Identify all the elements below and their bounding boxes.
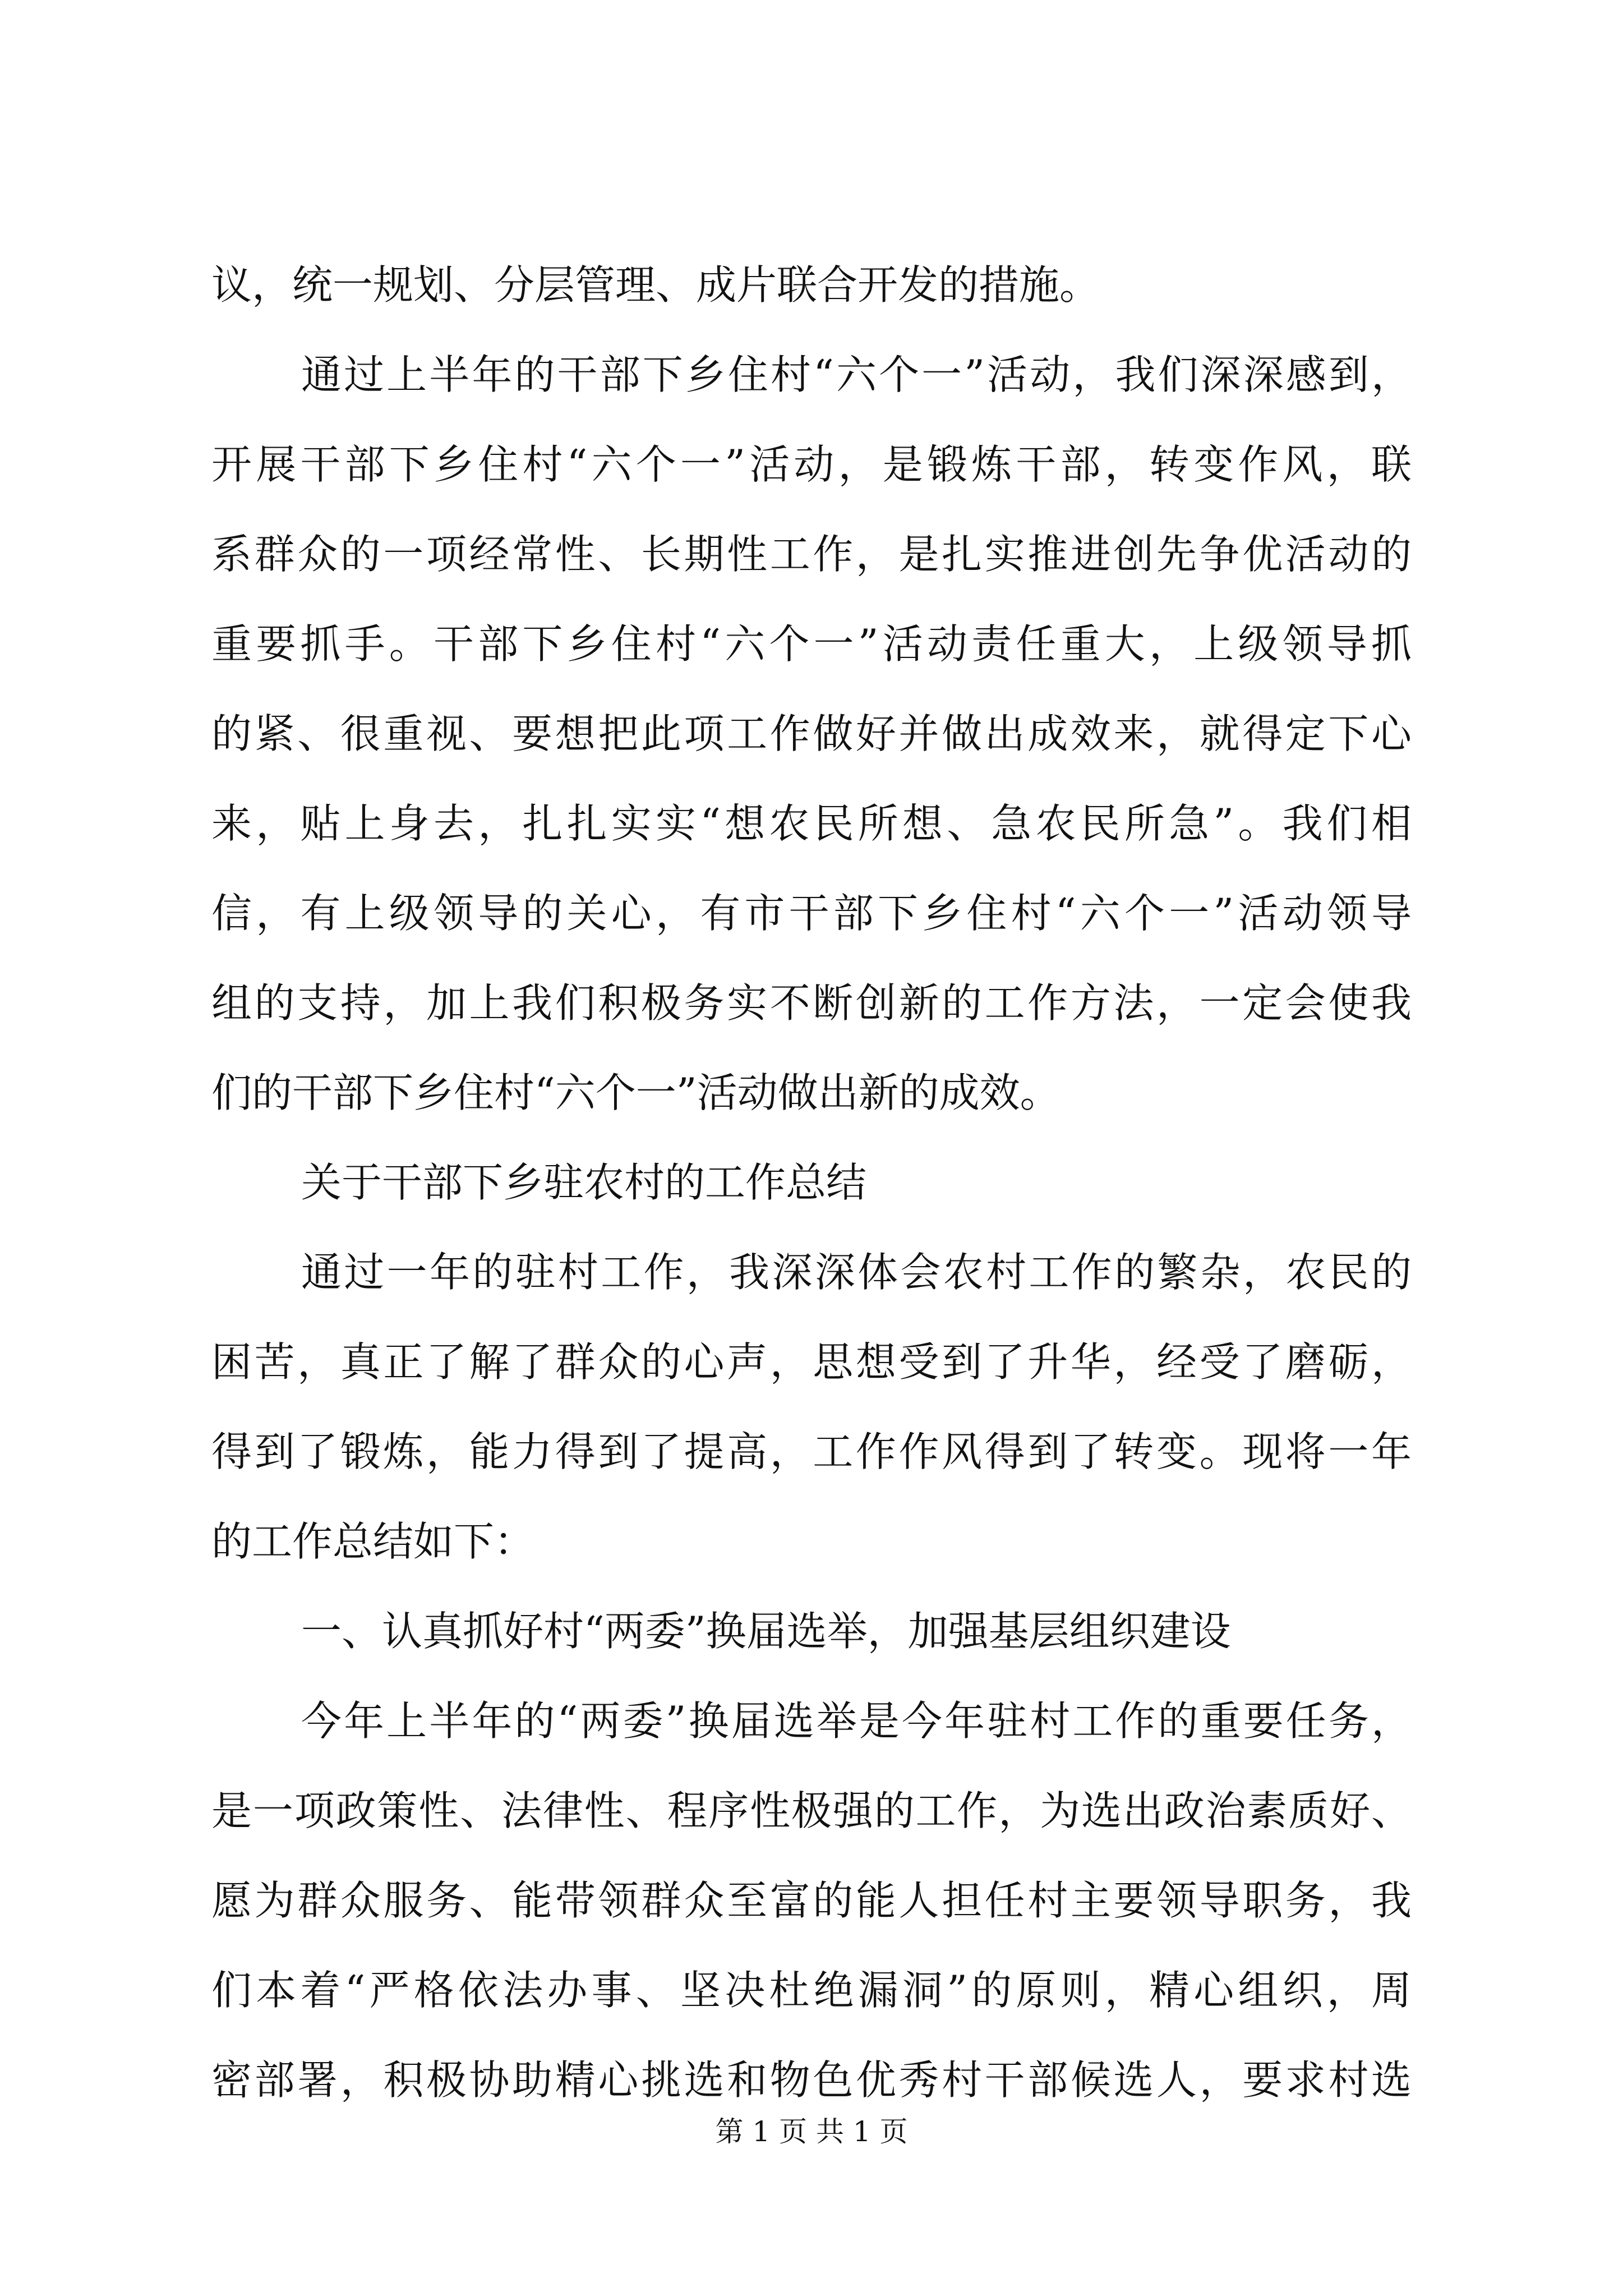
- text-line: 组的支持，加上我们积极务实不断创新的工作方法，一定会使我: [211, 979, 1412, 1027]
- text-line: 们本着“严格依法办事、坚决杜绝漏洞”的原则，精心组织，周: [211, 1967, 1412, 2014]
- text-line: 得到了锻炼，能力得到了提高，工作作风得到了转变。现将一年: [211, 1428, 1412, 1475]
- text-line: 系群众的一项经常性、长期性工作，是扎实推进创先争优活动的: [211, 531, 1412, 578]
- paragraph-start-line: 通过一年的驻村工作，我深深体会农村工作的繁杂，农民的: [301, 1249, 1412, 1296]
- text-line: 的工作总结如下：: [211, 1518, 535, 1565]
- text-line: 议，统一规划、分层管理、成片联合开发的措施。: [211, 261, 1100, 309]
- paragraph-start-line: 通过上半年的干部下乡住村“六个一”活动，我们深深感到，: [301, 351, 1412, 398]
- text-line: 愿为群众服务、能带领群众至富的能人担任村主要领导职务，我: [211, 1877, 1412, 1924]
- text-line: 开展干部下乡住村“六个一”活动，是锻炼干部，转变作风，联: [211, 441, 1412, 488]
- text-line: 们的干部下乡住村“六个一”活动做出新的成效。: [211, 1069, 1061, 1116]
- text-line: 困苦，真正了解了群众的心声，思想受到了升华，经受了磨砺，: [211, 1338, 1412, 1386]
- text-line: 密部署，积极协助精心挑选和物色优秀村干部候选人，要求村选: [211, 2056, 1412, 2104]
- text-line: 是一项政策性、法律性、程序性极强的工作，为选出政治素质好、: [211, 1787, 1412, 1834]
- page-number-label: 第 1 页 共 1 页: [715, 2115, 908, 2148]
- subsection-heading: 一、认真抓好村“两委”换届选举，加强基层组织建设: [301, 1608, 1231, 1655]
- text-line: 信，有上级领导的关心，有市干部下乡住村“六个一”活动领导: [211, 890, 1412, 937]
- text-line: 的紧、很重视、要想把此项工作做好并做出成效来，就得定下心: [211, 710, 1412, 757]
- paragraph-start-line: 今年上半年的“两委”换届选举是今年驻村工作的重要任务，: [301, 1697, 1412, 1745]
- text-line: 重要抓手。干部下乡住村“六个一”活动责任重大，上级领导抓: [211, 620, 1412, 668]
- page-footer: [0, 2112, 1623, 2151]
- section-heading: 关于干部下乡驻农村的工作总结: [301, 1159, 867, 1206]
- text-line: 来，贴上身去，扎扎实实“想农民所想、急农民所急”。我们相: [211, 800, 1412, 847]
